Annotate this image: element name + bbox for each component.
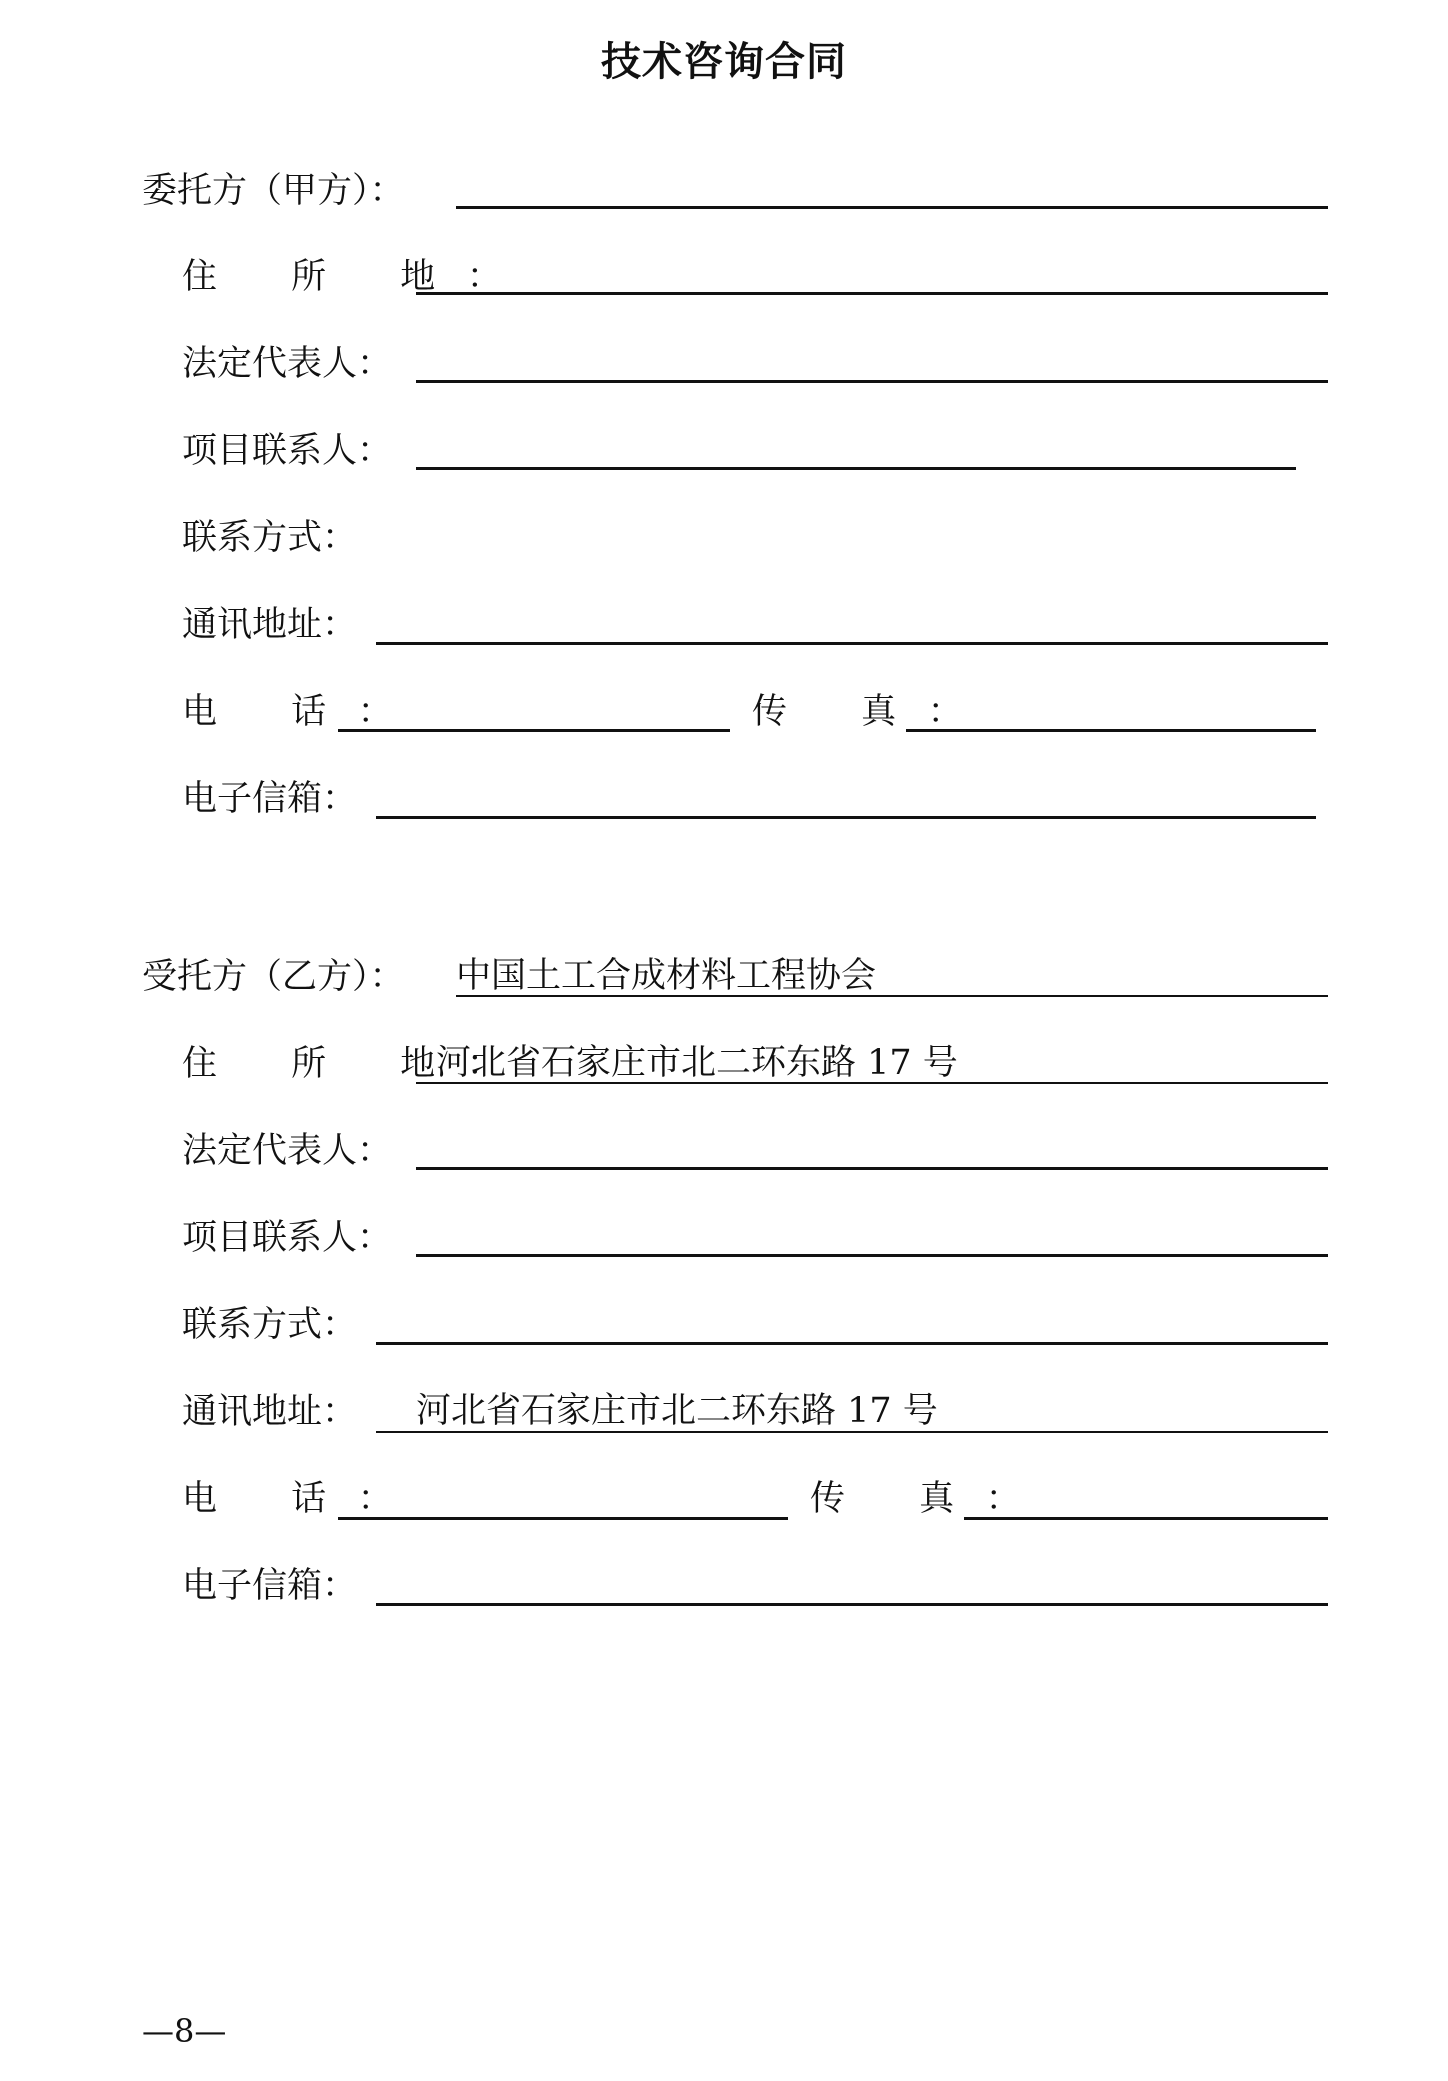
party-a-contact-person-row bbox=[0, 426, 1448, 476]
party-b-address-label: 住 所 地： bbox=[182, 1044, 534, 1084]
party-b-contact-person-label: 项目联系人： bbox=[182, 1218, 393, 1258]
party-a-phone-fax-row bbox=[0, 687, 1448, 737]
party-b-legal-rep-field[interactable] bbox=[416, 1167, 1328, 1170]
party-b-heading-row bbox=[0, 952, 1448, 1002]
document-title: 技术咨询合同 bbox=[601, 39, 847, 85]
party-a-fax-field[interactable] bbox=[906, 729, 1316, 732]
party-a-legal-rep-field[interactable] bbox=[416, 380, 1328, 383]
party-b-legal-rep-row bbox=[0, 1126, 1448, 1176]
party-b-fax-field[interactable] bbox=[964, 1517, 1328, 1520]
party-a-address-field[interactable] bbox=[416, 292, 1328, 295]
party-a-phone-field[interactable] bbox=[338, 729, 730, 732]
party-b-contact-person-row bbox=[0, 1213, 1448, 1263]
party-a-phone-label: 电 话： bbox=[182, 692, 425, 732]
party-a-email-label: 电子信箱： bbox=[182, 779, 358, 819]
party-b-phone-field[interactable] bbox=[338, 1517, 788, 1520]
party-a-mail-address-row bbox=[0, 600, 1448, 650]
party-a-contact-method-label: 联系方式： bbox=[182, 518, 358, 558]
party-b-address-field[interactable] bbox=[416, 1082, 1328, 1084]
party-b-name-value: 中国土工合成材料工程协会 bbox=[456, 956, 877, 996]
party-a-address-label: 住 所 地： bbox=[182, 257, 534, 297]
party-b-address-row bbox=[0, 1039, 1448, 1089]
page-number: —8— bbox=[142, 2012, 227, 2050]
party-a-heading-row bbox=[0, 166, 1448, 216]
party-a-heading: 委托方（甲方）： bbox=[142, 171, 405, 211]
party-a-fax-label: 传 真： bbox=[752, 692, 995, 732]
party-b-contact-method-row bbox=[0, 1300, 1448, 1350]
party-b-mail-address-label: 通讯地址： bbox=[182, 1392, 358, 1432]
party-a-mail-address-field[interactable] bbox=[376, 642, 1328, 645]
party-b-phone-fax-row bbox=[0, 1474, 1448, 1524]
party-b-heading: 受托方（乙方）： bbox=[142, 957, 405, 997]
party-b-legal-rep-label: 法定代表人： bbox=[182, 1131, 393, 1171]
party-a-contact-method-row bbox=[0, 513, 1448, 563]
party-b-email-field[interactable] bbox=[376, 1603, 1328, 1606]
party-b-fax-label: 传 真： bbox=[810, 1479, 1053, 1519]
party-a-mail-address-label: 通讯地址： bbox=[182, 605, 358, 645]
party-a-legal-rep-row bbox=[0, 339, 1448, 389]
party-b-mail-address-row bbox=[0, 1387, 1448, 1437]
party-a-legal-rep-label: 法定代表人： bbox=[182, 344, 393, 384]
party-b-mail-address-value: 河北省石家庄市北二环东路 17 号 bbox=[416, 1391, 938, 1431]
party-a-address-row bbox=[0, 252, 1448, 302]
party-b-contact-method-label: 联系方式： bbox=[182, 1305, 358, 1345]
party-b-name-field[interactable] bbox=[456, 995, 1328, 997]
party-b-email-row bbox=[0, 1561, 1448, 1611]
party-a-name-field[interactable] bbox=[456, 206, 1328, 209]
party-a-contact-person-field[interactable] bbox=[416, 467, 1296, 470]
party-b-mail-address-field[interactable] bbox=[376, 1431, 1328, 1433]
party-b-address-value: 河北省石家庄市北二环东路 17 号 bbox=[436, 1043, 958, 1083]
party-b-phone-label: 电 话： bbox=[182, 1479, 425, 1519]
party-b-contact-method-field[interactable] bbox=[376, 1342, 1328, 1345]
party-b-contact-person-field[interactable] bbox=[416, 1254, 1328, 1257]
party-a-contact-person-label: 项目联系人： bbox=[182, 431, 393, 471]
party-a-email-row bbox=[0, 774, 1448, 824]
party-b-email-label: 电子信箱： bbox=[182, 1566, 358, 1606]
party-a-email-field[interactable] bbox=[376, 816, 1316, 819]
